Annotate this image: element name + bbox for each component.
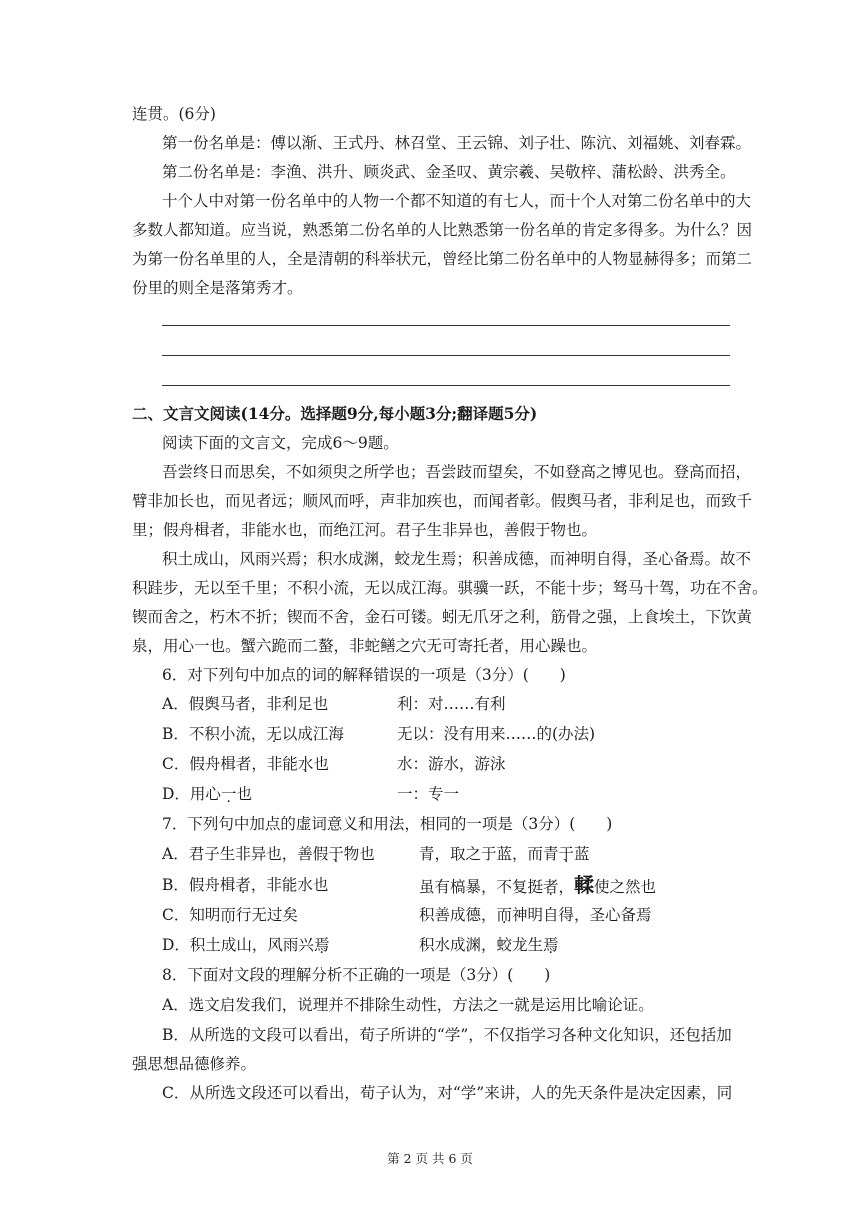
passage-line: 里；假舟楫者，非能水也，而绝江河。君子生非异也，善假于物也。 xyxy=(132,521,598,539)
option-b-compare: 虽有槁暴，不复挺者，輮使之然也 xyxy=(419,873,657,897)
text-line: 多数人都知道。应当说，熟悉第二份名单的人比熟悉第一份名单的肯定多得多。为什么？因 xyxy=(132,221,753,239)
option-a-explanation: 利：对……有利 xyxy=(397,695,506,713)
option-d[interactable]: D．用心一也 xyxy=(162,785,252,803)
question-stem: 6．对下列句中加点的词的解释错误的一项是（3分）( ) xyxy=(162,666,566,684)
text-line: 阅读下面的文言文，完成6～9题。 xyxy=(162,434,399,452)
option-c-compare: 积善成德，而神明自得，圣心备焉 xyxy=(419,906,652,924)
passage-line: 锲而舍之，朽木不折；锲而不舍，金石可镂。蚓无爪牙之利，筋骨之强，上食埃土，下饮黄 xyxy=(132,608,753,626)
option-a-compare: 青，取之于蓝，而青于蓝 xyxy=(419,845,590,863)
option-c[interactable]: C．假舟楫者，非能水也 xyxy=(162,755,329,773)
option-a[interactable]: A．君子生非异也，善假于物也 xyxy=(162,845,375,863)
option-a[interactable]: A．假舆马者，非利足也 xyxy=(162,695,329,713)
option-c[interactable]: C．从所选文段还可以看出，荀子认为，对“学”来讲，人的先天条件是决定因素，同 xyxy=(162,1084,733,1102)
option-a[interactable]: A．选文启发我们，说理并不排除生动性，方法之一就是运用比喻论证。 xyxy=(162,996,654,1014)
text-line: 第一份名单是：傅以渐、王式丹、林召堂、王云锦、刘子壮、陈沆、刘福姚、刘春霖。 xyxy=(162,134,752,152)
option-b[interactable]: B．假舟楫者，非能水也 xyxy=(162,876,329,894)
text-line: 十个人中对第一份名单中的人物一个都不知道的有七人，而十个人对第二份名单中的大 xyxy=(162,192,752,210)
text-line: 份里的则全是落第秀才。 xyxy=(132,279,303,297)
option-b-explanation: 无以：没有用来……的(办法) xyxy=(397,725,596,743)
option-b[interactable]: B．从所选的文段可以看出，荀子所讲的“学”，不仅指学习各种文化知识，还包括加 xyxy=(162,1026,732,1044)
option-c-explanation: 水：游水，游泳 xyxy=(397,755,506,773)
passage-line: 吾尝终日而思矣，不如须臾之所学也；吾尝跂而望矣，不如登高之博见也。登高而招， xyxy=(162,463,752,481)
passage-line: 积土成山，风雨兴焉；积水成渊，蛟龙生焉；积善成德，而神明自得，圣心备焉。故不 xyxy=(162,550,752,568)
text-line: 为第一份名单里的人，全是清朝的科举状元，曾经比第二份名单中的人物显赫得多；而第二 xyxy=(132,250,753,268)
option-b-continued: 强思想品德修养。 xyxy=(132,1055,257,1073)
answer-line[interactable] xyxy=(162,385,730,386)
option-d-compare: 积水成渊，蛟龙生焉 xyxy=(419,936,559,954)
option-d[interactable]: D．积土成山，风雨兴焉 xyxy=(162,936,330,954)
section-heading: 二、文言文阅读(14分。选择题9分,每小题3分;翻译题5分) xyxy=(132,404,538,423)
question-stem: 7．下列句中加点的虚词意义和用法，相同的一项是（3分）( ) xyxy=(162,815,613,833)
passage-line: 泉，用心一也。蟹六跪而二螯，非蛇鳝之穴无可寄托者，用心躁也。 xyxy=(132,637,598,655)
answer-line[interactable] xyxy=(162,355,730,356)
passage-line: 积跬步，无以至千里；不积小流，无以成江海。骐骥一跃，不能十步；驽马十驾，功在不舍。 xyxy=(132,579,768,597)
answer-line[interactable] xyxy=(162,325,730,326)
option-b[interactable]: B．不积小流，无以成江海 xyxy=(162,725,344,743)
option-d-explanation: 一：专一 xyxy=(397,785,460,803)
passage-line: 臂非加长也，而见者远；顺风而呼，声非加疾也，而闻者彰。假舆马者，非利足也，而致千 xyxy=(132,492,753,510)
text-line: 连贯。(6分) xyxy=(132,105,216,123)
question-stem: 8．下面对文段的理解分析不正确的一项是（3分）( ) xyxy=(162,966,551,984)
page-footer: 第 2 页 共 6 页 xyxy=(387,1151,473,1166)
option-c[interactable]: C．知明而行无过矣 xyxy=(162,906,298,924)
text-line: 第二份名单是：李渔、洪升、顾炎武、金圣叹、黄宗羲、吴敬梓、蒲松龄、洪秀全。 xyxy=(162,163,736,181)
